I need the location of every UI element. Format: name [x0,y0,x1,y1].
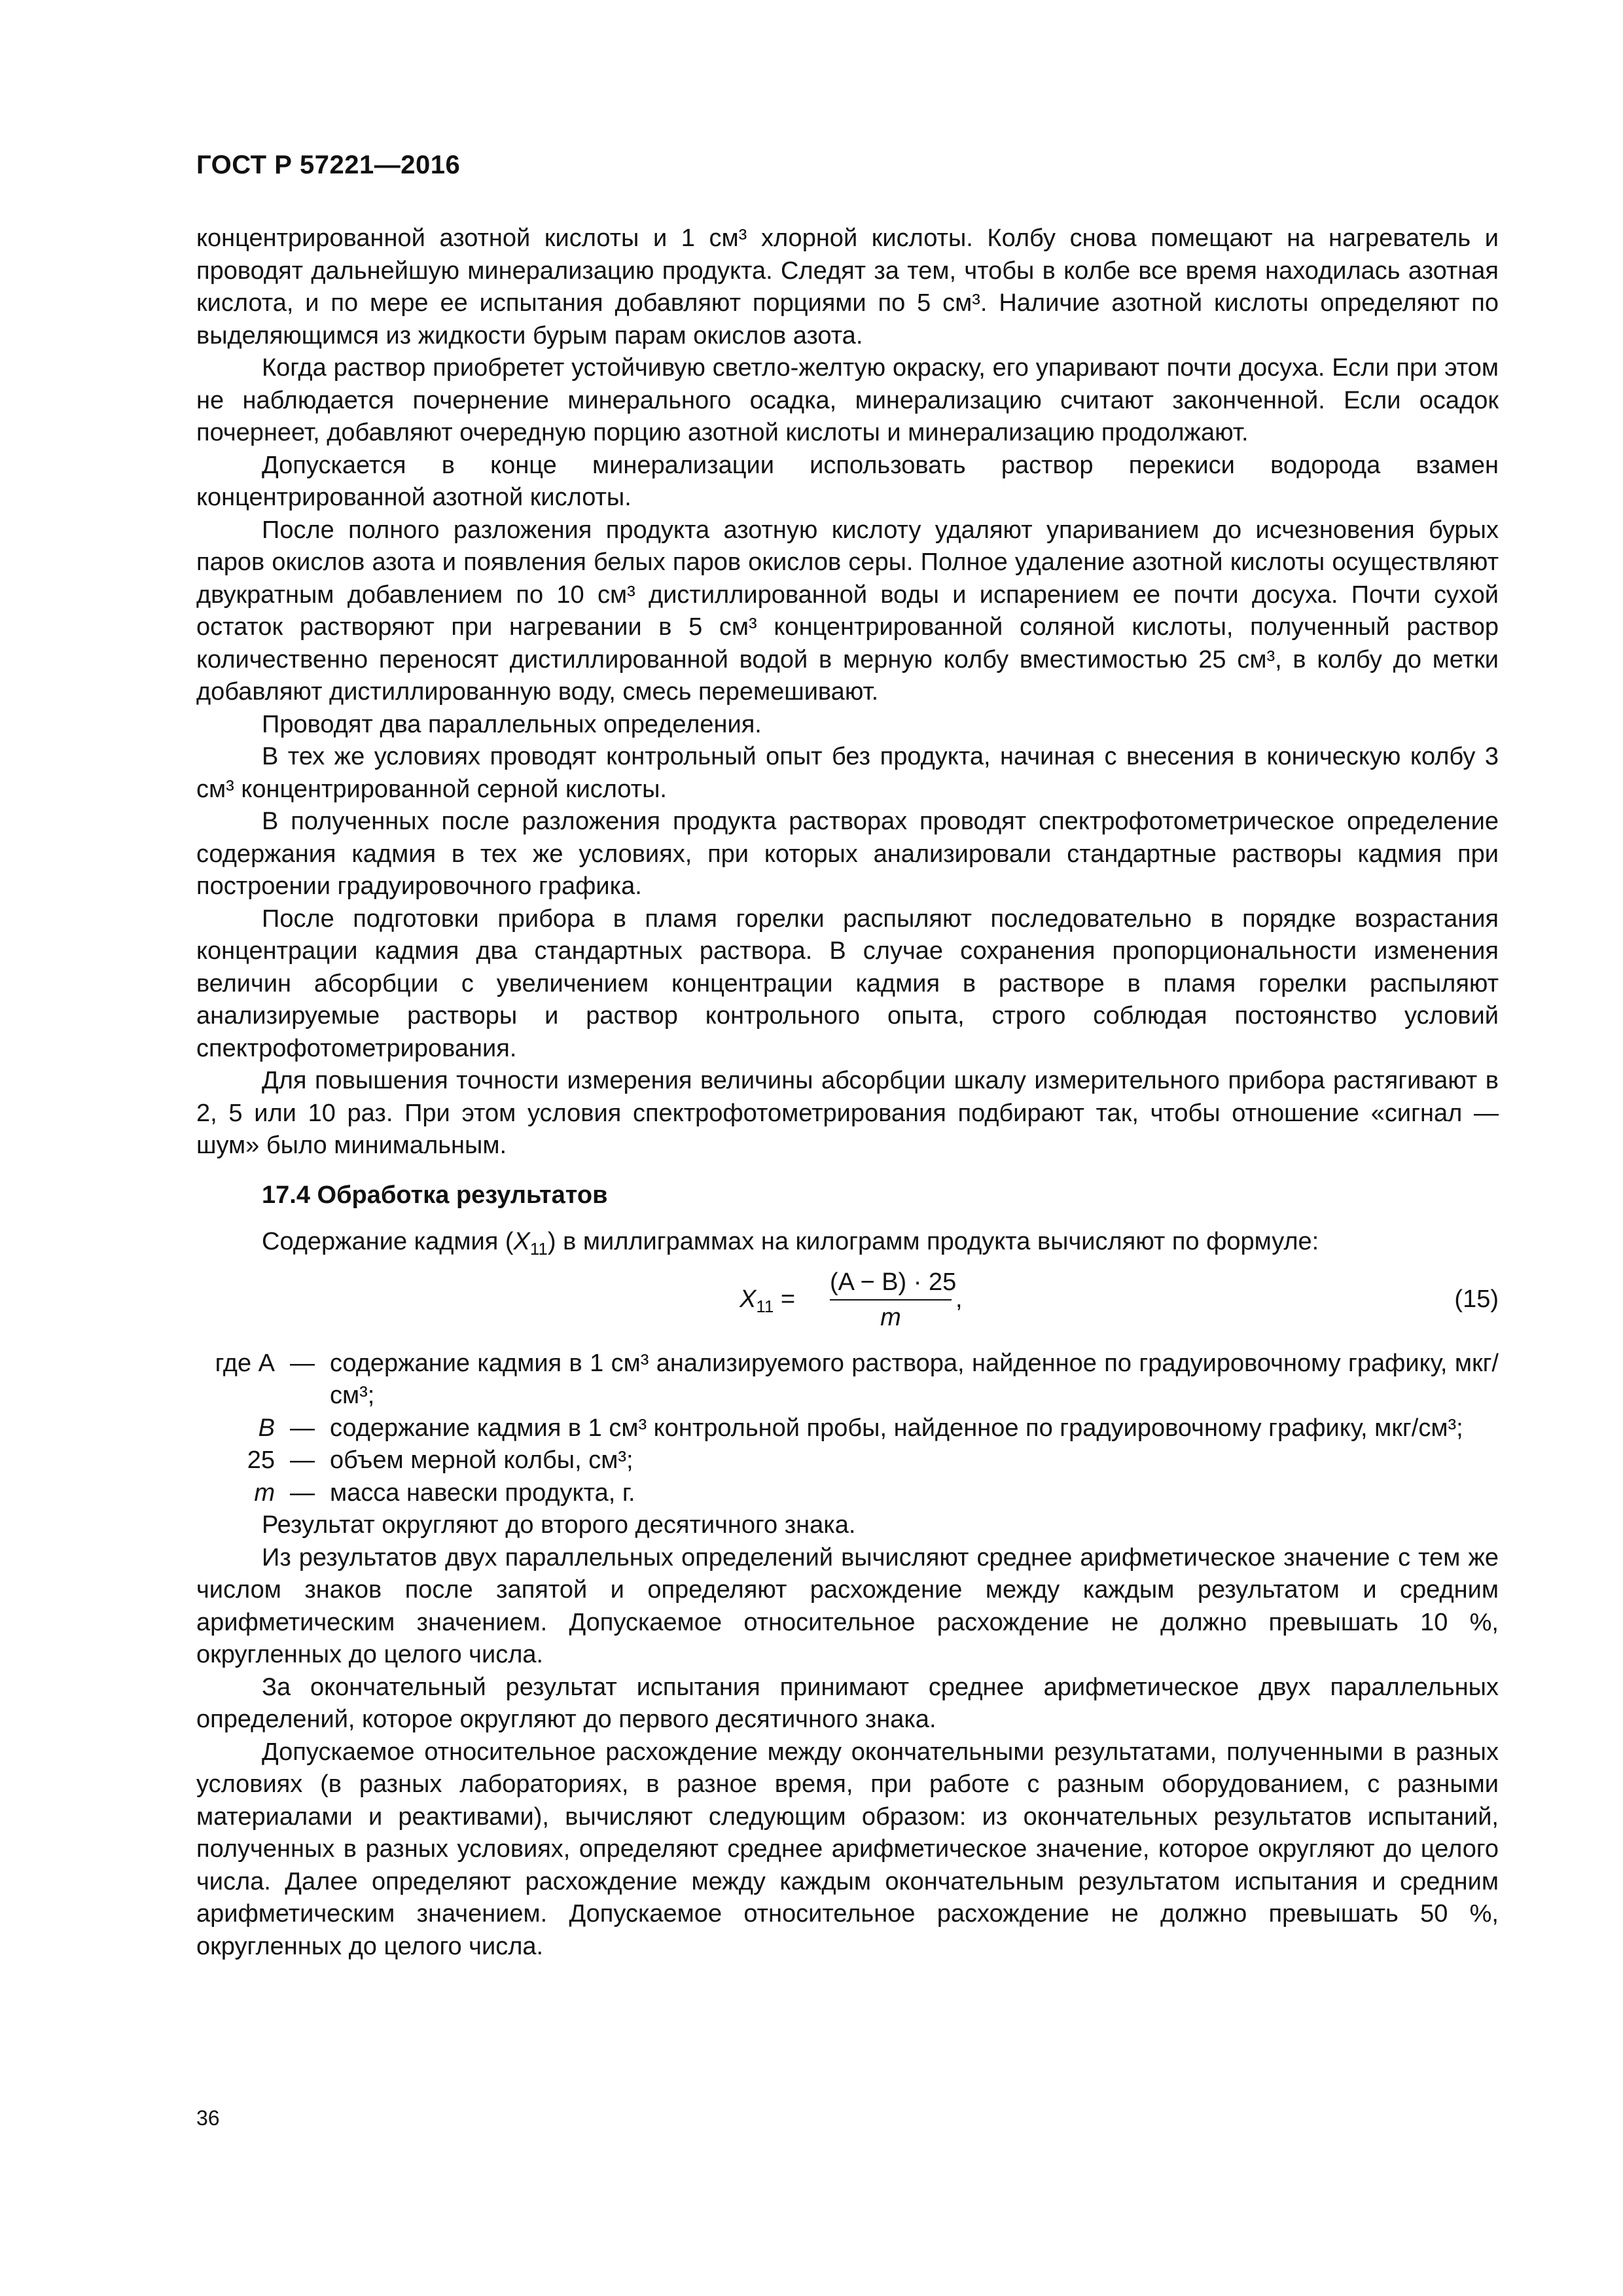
legend-symbol: B [258,1414,275,1442]
body-text [196,223,1499,1963]
formula-denominator: m [880,1303,901,1331]
paragraph: Допускаемое относительное расхождение между окончательными результатами, полученными в разных условиях (в разных лабораториях, в разное время, при работе с разным оборудованием, с разными материалами и реактивами), вычисляют следующим образом: из окончательных результатов испытаний, полученных в разных условиях, определяют среднее арифметическое значение, которое округляют до целого числа. Далее определяют расхождение между каждым окончательным результатом испытания и средним арифметическим значением. Допускаемое относительное расхождение не должно превышать 50 %, округленных до целого числа. [196,1738,1499,1960]
legend-item [196,1444,1499,1477]
paragraph: Допускается в конце минерализации использовать раствор перекиси водорода взамен концентрированной азотной кислоты. [196,451,1499,511]
paragraph: Результат округляют до второго десятичного знака. [262,1511,856,1539]
page-number: 36 [196,2106,220,2130]
paragraph: концентрированной азотной кислоты и 1 см³ хлорной кислоты. Колбу снова помещают на нагреватель и проводят дальнейшую минерализацию продукта. Следят за тем, чтобы в колбе все время находилась азотная кислота, и по мере ее испытания добавляют порциями по 5 см³. Наличие азотной кислоты определяют по выделяющимся из жидкости бурым парам окислов азота. [196,224,1499,350]
legend-dash: — [290,1349,315,1377]
legend-item [196,1477,1499,1510]
paragraph: Проводят два параллельных определения. [262,710,762,738]
paragraph: После полного разложения продукта азотную кислоту удаляют упариванием до исчезновения бурых паров окислов азота и появления белых паров окислов серы. Полное удаление азотной кислоты осуществляют двукратным добавлением по 10 см³ дистиллированной воды и испарением ее почти досуха. Почти сухой остаток растворяют при нагревании в 5 см³ концентрированной соляной кислоты, полученный раствор количественно переносят дистиллированной водой в мерную колбу вместимостью 25 см³, в колбу до метки добавляют дистиллированную воду, смесь перемешивают. [196,516,1499,706]
intro-variable-subscript: 11 [529,1239,548,1259]
formula-lhs-variable: X [740,1285,757,1313]
paragraph: За окончательный результат испытания принимают среднее арифметическое двух параллельных определений, которое округляют до первого десятичного знака. [196,1673,1499,1733]
formula-equals: = [774,1285,796,1313]
formula-lhs-subscript: 11 [756,1296,774,1316]
formula-block [196,1263,1499,1342]
legend-symbol: m [254,1479,275,1507]
paragraph: Из результатов двух параллельных определений вычисляют среднее арифметическое значение с тем же числом знаков после запятой и определяют расхождение между каждым результатом и средним арифметическим значением. Допускаемое относительное расхождение не должно превышать 10 %, округленных до целого числа. [196,1543,1499,1668]
legend-description: объем мерной колбы, см³; [330,1446,633,1474]
formula-intro [196,1226,1499,1259]
formula-lhs [740,1283,795,1316]
section-heading: 17.4 Обработка результатов [262,1181,608,1209]
paragraph: В полученных после разложения продукта растворах проводят спектрофотометрическое определение содержания кадмия в тех же условиях, при которых анализировали стандартные растворы кадмия при построении градуировочного графика. [196,808,1499,900]
intro-variable: X [513,1228,530,1255]
legend-item [196,1412,1499,1445]
paragraph: Когда раствор приобретет устойчивую светло-желтую окраску, его упаривают почти досуха. Если при этом не наблюдается почернение минерального осадка, минерализацию считают законченной. Если осадок почернеет, добавляют очередную порцию азотной кислоты и минерализацию продолжают. [196,354,1499,446]
legend-dash: — [290,1446,315,1474]
intro-text-before: Содержание кадмия ( [262,1228,514,1255]
legend-description: содержание кадмия в 1 см³ контрольной пробы, найденное по градуировочному графику, мкг/см³; [330,1414,1463,1442]
legend-symbol: где A [215,1349,275,1377]
legend-symbol: 25 [247,1446,275,1474]
paragraph: Для повышения точности измерения величины абсорбции шкалу измерительного прибора растягивают в 2, 5 или 10 раз. При этом условия спектрофотометрирования подбирают так, чтобы отношение «сигнал — шум» было минимальным. [196,1067,1499,1159]
paragraph: В тех же условиях проводят контрольный опыт без продукта, начиная с внесения в коническую колбу 3 см³ концентрированной серной кислоты. [196,743,1499,803]
legend-description: содержание кадмия в 1 см³ анализируемого раствора, найденное по градуировочному графику, мкг/см³; [330,1349,1499,1409]
intro-text-after: ) в миллиграммах на килограмм продукта вычисляют по формуле: [547,1228,1319,1255]
legend-dash: — [290,1479,315,1507]
equation-number: (15) [1454,1285,1499,1313]
formula-fraction [830,1265,957,1335]
formula-numerator: (A − B) · 25 [830,1268,957,1296]
legend-description: масса навески продукта, г. [330,1479,635,1507]
document-code: ГОСТ Р 57221—2016 [196,151,461,179]
legend-item [196,1348,1499,1412]
legend-dash: — [290,1414,315,1442]
formula-comma: , [955,1285,963,1313]
paragraph: После подготовки прибора в пламя горелки распыляют последовательно в порядке возрастания концентрации кадмия два стандартных раствора. В случае сохранения пропорциональности изменения величин абсорбции с увеличением концентрации кадмия в растворе в пламя горелки распыляют анализируемые растворы и раствор контрольного опыта, строго соблюдая постоянство условий спектрофотометрирования. [196,905,1499,1062]
legend-list [196,1348,1499,1510]
